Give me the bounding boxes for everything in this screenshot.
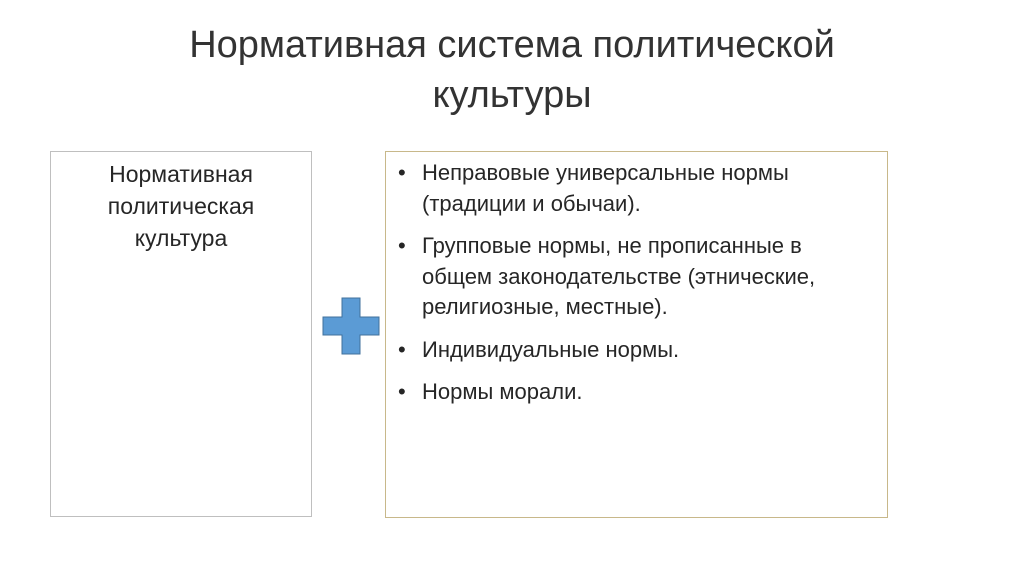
right-box xyxy=(385,151,888,518)
list-item: • Неправовые универсальные нормы (традиции и обычаи). xyxy=(398,160,789,216)
bullet-icon: • xyxy=(398,336,406,362)
title-line-2: культуры xyxy=(432,74,592,116)
left-box-text: Нормативная политическая культура xyxy=(107,161,255,251)
bullet-icon: • xyxy=(398,233,406,258)
list-item: • Индивидуальные нормы. xyxy=(396,335,877,366)
slide-title xyxy=(0,20,1024,120)
bullet-icon: • xyxy=(398,379,406,404)
norms-list xyxy=(396,158,877,408)
bullet-icon: • xyxy=(398,160,406,185)
list-item: • Нормы морали. xyxy=(396,377,877,408)
title-line-1: Нормативная система политической xyxy=(189,24,835,66)
plus-icon xyxy=(322,297,380,355)
list-item: • Групповые нормы, не прописанные в общем законодательстве (этнические, религиозные, местные). xyxy=(398,233,816,319)
left-box xyxy=(50,151,312,517)
